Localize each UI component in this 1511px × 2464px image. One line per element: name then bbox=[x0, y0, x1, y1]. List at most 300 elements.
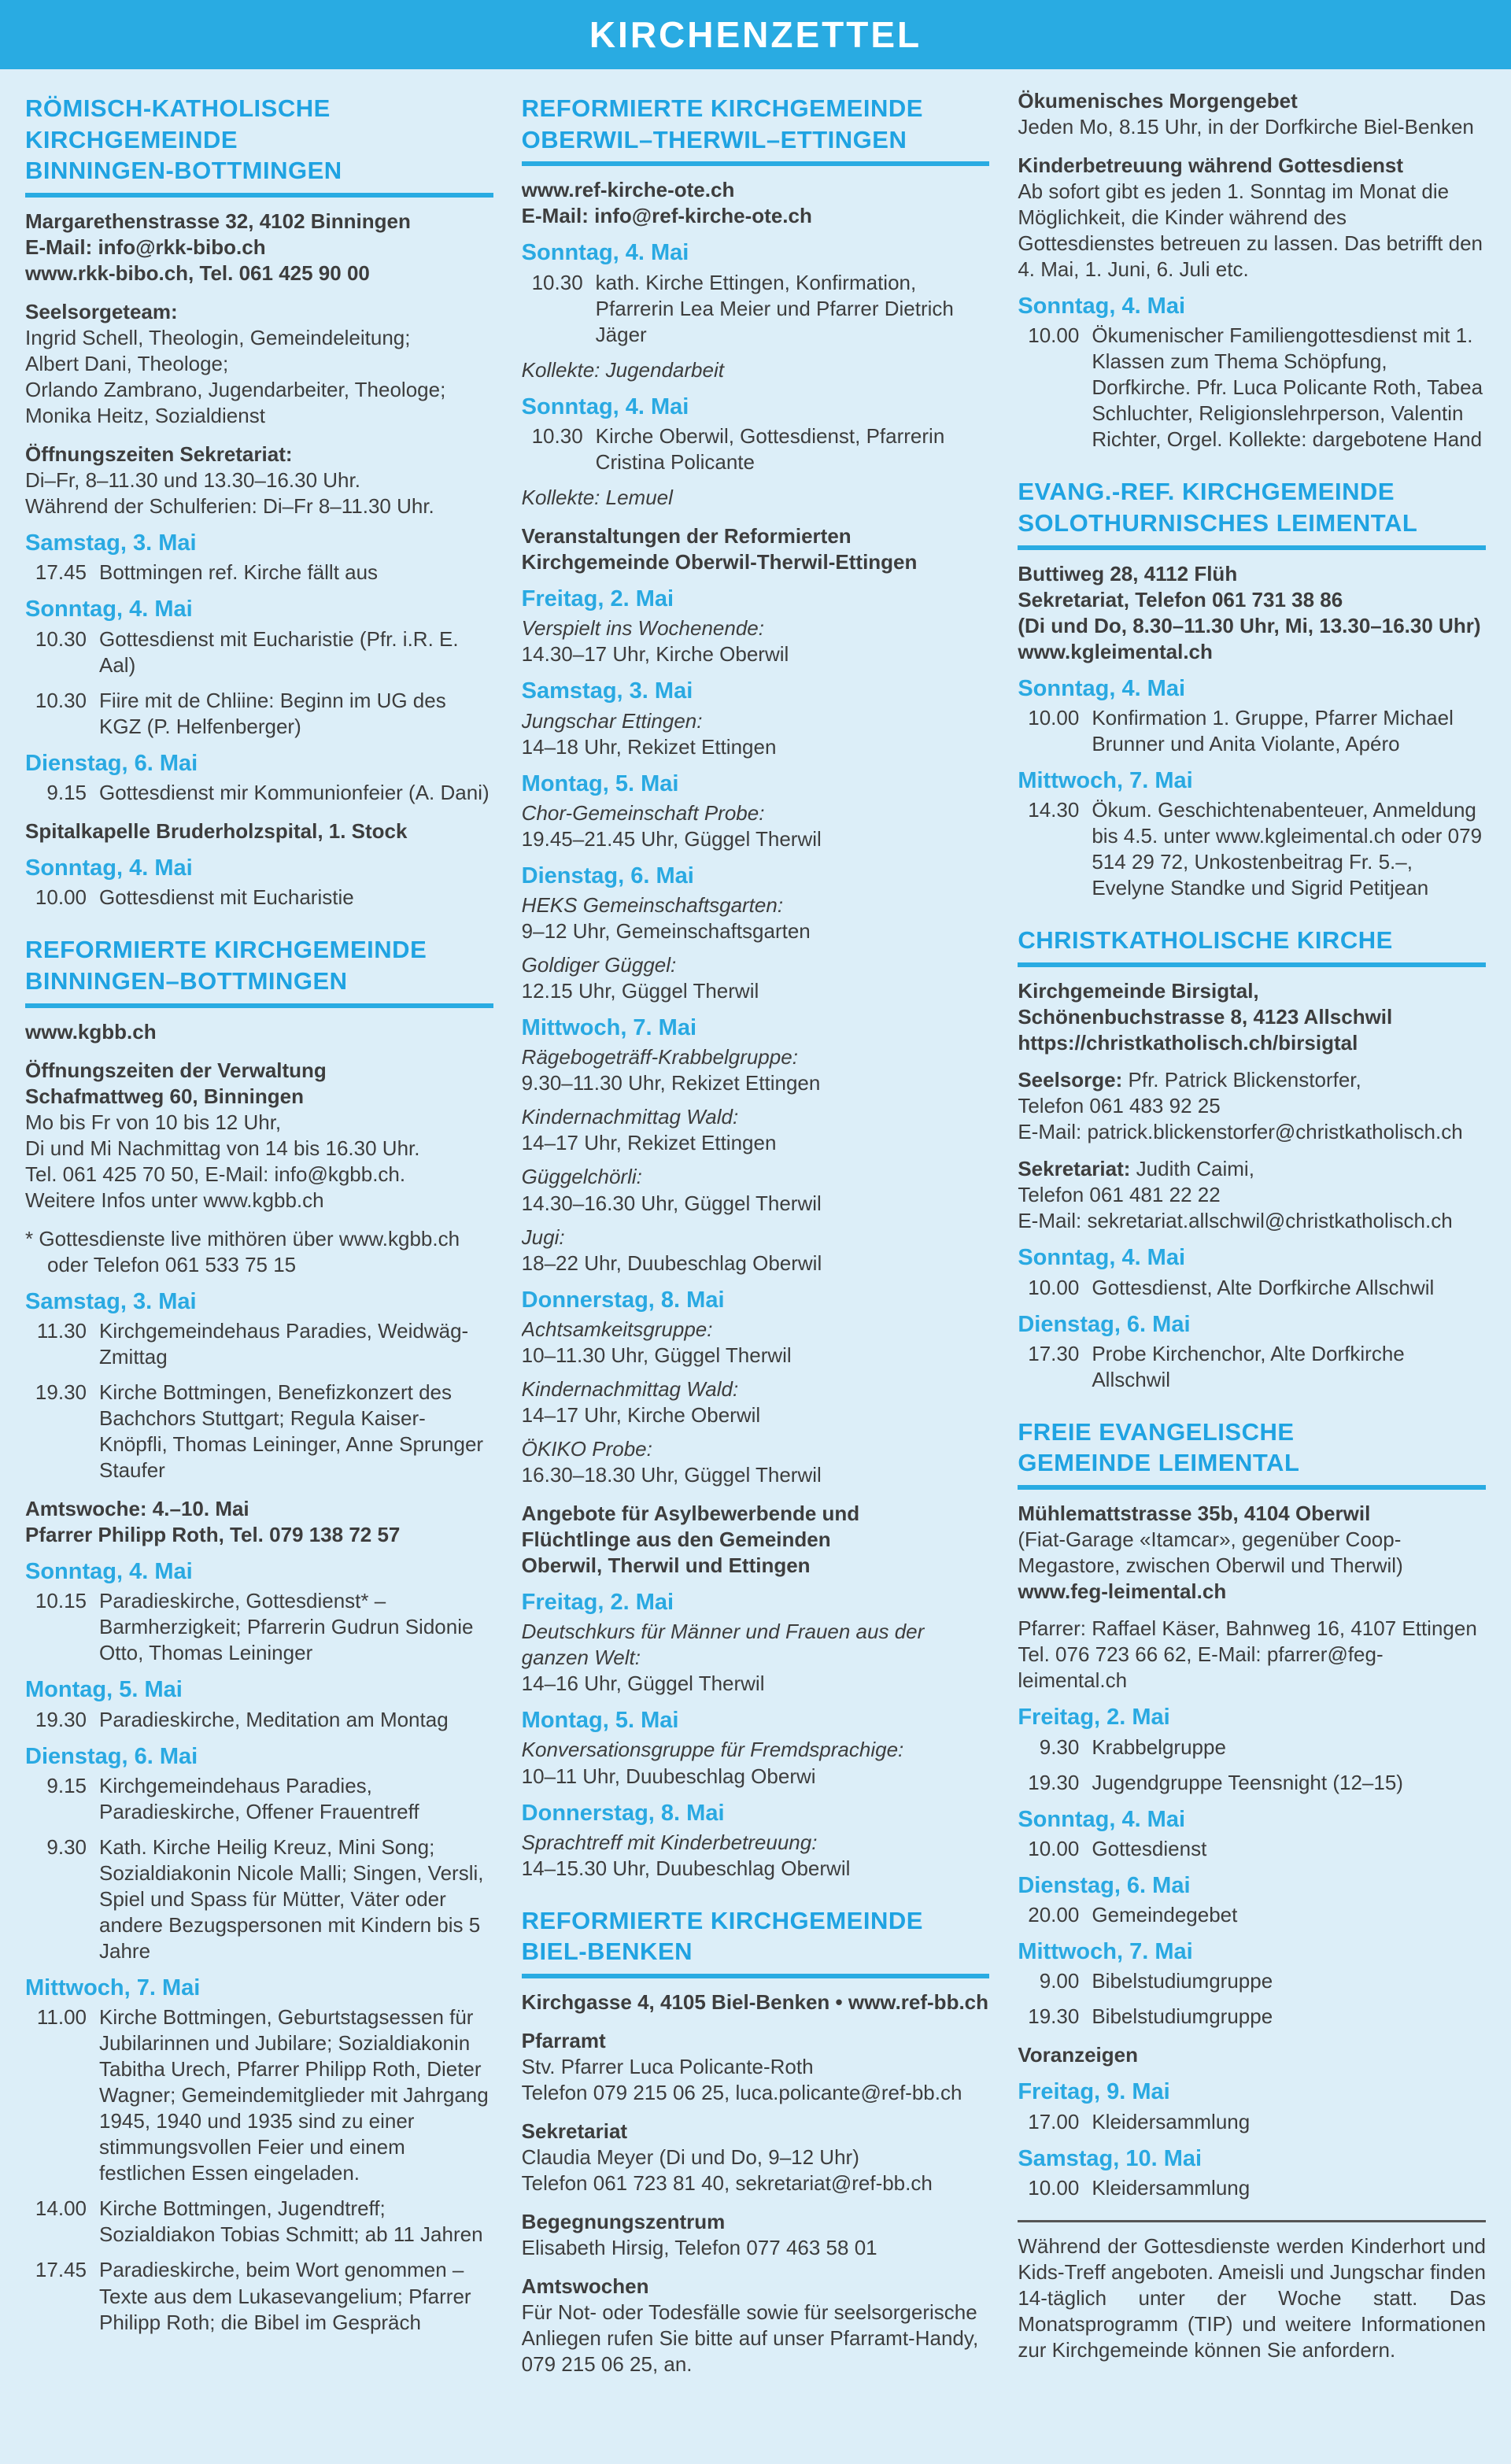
text-line: Telefon 061 481 22 22 bbox=[1018, 1183, 1221, 1207]
text-line: Tel. 061 425 70 50, E-Mail: info@kgbb.ch. bbox=[25, 1162, 406, 1186]
day-heading: Sonntag, 4. Mai bbox=[521, 393, 689, 419]
section-underline-rule bbox=[522, 161, 990, 166]
program-time-place: 19.45–21.45 Uhr, Güggel Therwil bbox=[521, 826, 822, 851]
collection-line: Kollekte: Lemuel bbox=[521, 485, 673, 509]
event-time: 10.30 bbox=[531, 423, 583, 448]
program-time-place: 14.30–17 Uhr, Kirche Oberwil bbox=[521, 642, 789, 667]
program-label: Goldiger Güggel: bbox=[521, 953, 677, 977]
event-text: Kleidersammlung bbox=[1092, 2109, 1251, 2133]
bold-text-block bbox=[522, 1989, 990, 2015]
bold-line: Oberwil, Therwil und Ettingen bbox=[521, 1553, 811, 1577]
bold-line: (Di und Do, 8.30–11.30 Uhr, Mi, 13.30–16.30 Uhr) bbox=[1018, 613, 1481, 637]
event-text: Paradieskirche, Meditation am Montag bbox=[99, 1707, 449, 1731]
church-title-line: SOLOTHURNISCHES LEIMENTAL bbox=[1018, 509, 1418, 537]
day-heading: Dienstag, 6. Mai bbox=[1018, 1872, 1191, 1898]
program-entry bbox=[522, 1436, 990, 1488]
program-entry bbox=[522, 952, 990, 1004]
church-title-line: CHRISTKATHOLISCHE KIRCHE bbox=[1018, 926, 1393, 955]
bold-text-block bbox=[522, 2274, 990, 2300]
section-underline-rule bbox=[1018, 545, 1486, 550]
event-row bbox=[25, 626, 493, 678]
section-underline-rule bbox=[1018, 1485, 1486, 1490]
bold-line: Buttiweg 28, 4112 Flüh bbox=[1018, 561, 1238, 586]
day-heading: Montag, 5. Mai bbox=[521, 1708, 679, 1734]
divider-rule bbox=[1018, 2220, 1486, 2222]
event-row bbox=[25, 1707, 493, 1733]
bold-line: Flüchtlinge aus den Gemeinden bbox=[521, 1527, 831, 1551]
bold-line: Pfarramt bbox=[521, 2029, 606, 2053]
program-label: HEKS Gemeinschaftsgarten: bbox=[521, 893, 784, 918]
event-text: Kirchgemeindehaus Paradies, Weidwäg-Zmittag bbox=[99, 1319, 469, 1369]
text-line: E-Mail: sekretariat.allschwil@christkatholisch.ch bbox=[1018, 1209, 1453, 1233]
bold-text-block bbox=[522, 177, 990, 229]
event-row bbox=[1018, 1275, 1486, 1301]
bold-text-block bbox=[1018, 561, 1486, 665]
event-row bbox=[1018, 1902, 1486, 1928]
bold-line: www.ref-kirche-ote.ch bbox=[521, 178, 735, 202]
program-entry bbox=[522, 1225, 990, 1276]
bold-line: Kirchgemeinde Birsigtal, bbox=[1018, 979, 1259, 1003]
day-heading: Sonntag, 4. Mai bbox=[1018, 1806, 1186, 1832]
plain-text-block bbox=[522, 2144, 990, 2196]
event-time: 10.30 bbox=[35, 626, 87, 651]
bold-text-block bbox=[1018, 1579, 1486, 1605]
program-time-place: 14.30–16.30 Uhr, Güggel Therwil bbox=[521, 1191, 822, 1215]
text-line: Ab sofort gibt es jeden 1. Sonntag im Monat die Möglichkeit, die Kinder während des Gottesdienstes betreuen zu lassen. Das betrifft den 4. Mai, 1. Juni, 6. Juli etc. bbox=[1018, 179, 1483, 282]
bold-line: Seelsorgeteam: bbox=[25, 300, 178, 324]
program-time-place: 14–18 Uhr, Rekizet Ettingen bbox=[521, 734, 777, 759]
day-heading: Samstag, 10. Mai bbox=[1018, 2145, 1203, 2171]
program-time-place: 16.30–18.30 Uhr, Güggel Therwil bbox=[521, 1462, 822, 1487]
event-text: Gottesdienst mit Eucharistie bbox=[99, 885, 354, 910]
event-text: Kirchgemeindehaus Paradies, Paradieskirche, Offener Frauentreff bbox=[99, 1773, 419, 1823]
page-header-bar bbox=[0, 0, 1511, 69]
column-2 bbox=[522, 88, 990, 2377]
plain-text-block bbox=[522, 2054, 990, 2106]
plain-text-block bbox=[1018, 179, 1486, 283]
event-time: 14.30 bbox=[1028, 798, 1080, 822]
program-entry bbox=[522, 1830, 990, 1882]
program-label: Jugi: bbox=[521, 1225, 565, 1249]
day-heading: Mittwoch, 7. Mai bbox=[1018, 768, 1193, 794]
section-underline-rule bbox=[522, 1974, 990, 1978]
bold-text-block bbox=[1018, 88, 1486, 114]
text-line: Für Not- oder Todesfälle sowie für seelsorgerische Anliegen rufen Sie bitte auf unser Pfarramt-Handy, 079 215 06 25, an. bbox=[521, 2300, 979, 2377]
event-time: 10.00 bbox=[1028, 2175, 1080, 2200]
event-text: Kath. Kirche Heilig Kreuz, Mini Song; Sozialdiakonin Nicole Malli; Singen, Versli, Spiel und Spass für Mütter, Väter oder andere Bezugspersonen mit Kindern bis 5 Jahre bbox=[99, 1835, 484, 1963]
program-label: Kindernachmittag Wald: bbox=[521, 1376, 739, 1401]
bold-text-block bbox=[522, 2119, 990, 2144]
event-time: 17.30 bbox=[1028, 1341, 1080, 1365]
church-section-title bbox=[25, 934, 493, 1007]
day-heading: Samstag, 3. Mai bbox=[25, 1288, 197, 1314]
text-line: Di–Fr, 8–11.30 und 13.30–16.30 Uhr. bbox=[25, 468, 360, 493]
event-time: 10.30 bbox=[531, 270, 583, 294]
church-section-title bbox=[1018, 476, 1486, 549]
collection-line: Kollekte: Jugendarbeit bbox=[521, 357, 724, 382]
program-entry bbox=[522, 1737, 990, 1789]
program-label: ÖKIKO Probe: bbox=[521, 1436, 652, 1461]
event-row bbox=[522, 423, 990, 475]
event-time: 11.30 bbox=[36, 1319, 87, 1343]
bold-line: Amtswoche: 4.–10. Mai bbox=[25, 1497, 249, 1521]
event-time: 19.30 bbox=[1028, 2004, 1080, 2029]
text-line: E-Mail: patrick.blickenstorfer@christkatholisch.ch bbox=[1018, 1120, 1463, 1144]
day-heading: Dienstag, 6. Mai bbox=[521, 863, 694, 888]
program-entry bbox=[522, 1104, 990, 1156]
day-heading: Donnerstag, 8. Mai bbox=[521, 1287, 725, 1313]
event-text: Bibelstudiumgruppe bbox=[1092, 1969, 1273, 1993]
column-1 bbox=[25, 88, 493, 2345]
day-heading: Dienstag, 6. Mai bbox=[1018, 1311, 1191, 1337]
event-row bbox=[1018, 705, 1486, 757]
bold-line: Sekretariat bbox=[521, 2119, 628, 2144]
program-label: Verspielt ins Wochenende: bbox=[521, 616, 764, 641]
event-row bbox=[25, 1773, 493, 1825]
day-heading: Sonntag, 4. Mai bbox=[25, 1559, 193, 1585]
page-title: KIRCHENZETTEL bbox=[589, 14, 922, 55]
event-time: 17.45 bbox=[35, 2258, 87, 2282]
bold-line: Pfarrer Philipp Roth, Tel. 079 138 72 57 bbox=[25, 1523, 401, 1547]
contact-block bbox=[1018, 1067, 1486, 1145]
day-heading: Samstag, 3. Mai bbox=[25, 530, 197, 556]
day-heading: Freitag, 2. Mai bbox=[521, 1589, 674, 1615]
bold-line: Angebote für Asylbewerbende und bbox=[521, 1501, 860, 1525]
event-row bbox=[25, 780, 493, 806]
text-line: Mo bis Fr von 10 bis 12 Uhr, bbox=[25, 1110, 282, 1134]
collection-note bbox=[522, 485, 990, 511]
day-heading: Sonntag, 4. Mai bbox=[1018, 1245, 1186, 1271]
event-row bbox=[1018, 2109, 1486, 2135]
program-label: Kindernachmittag Wald: bbox=[521, 1105, 739, 1129]
event-row bbox=[1018, 1734, 1486, 1760]
day-heading: Freitag, 9. Mai bbox=[1018, 2079, 1170, 2105]
church-title-line: GEMEINDE LEIMENTAL bbox=[1018, 1449, 1300, 1477]
text-line: Weitere Infos unter www.kgbb.ch bbox=[25, 1188, 324, 1212]
event-text: Paradieskirche, beim Wort genommen – Texte aus dem Lukasevangelium; Pfarrer Philipp Roth; die Bibel im Gespräch bbox=[99, 2258, 471, 2334]
event-time: 10.00 bbox=[1028, 1275, 1080, 1299]
day-heading: Mittwoch, 7. Mai bbox=[1018, 1939, 1193, 1965]
church-section-title bbox=[522, 1905, 990, 1978]
contact-first-line: Seelsorge: Pfr. Patrick Blickenstorfer, bbox=[1018, 1068, 1361, 1092]
event-text: Bibelstudiumgruppe bbox=[1092, 2004, 1273, 2029]
event-time: 10.00 bbox=[1028, 706, 1080, 730]
bold-line: www.kgleimental.ch bbox=[1018, 639, 1213, 663]
church-title-line: OBERWIL–THERWIL–ETTINGEN bbox=[521, 125, 907, 153]
plain-text-block bbox=[1018, 114, 1486, 140]
event-time: 11.00 bbox=[36, 2005, 87, 2030]
event-text: Bottmingen ref. Kirche fällt aus bbox=[99, 560, 379, 585]
church-title-line: REFORMIERTE KIRCHGEMEINDE bbox=[521, 1906, 923, 1934]
plain-text-block bbox=[25, 325, 493, 429]
day-heading: Dienstag, 6. Mai bbox=[25, 750, 198, 776]
event-text: Kirche Bottmingen, Geburtstagsessen für Jubilarinnen und Jubilare; Sozialdiakonin Tabitha Urech, Pfarrer Philipp Roth, Dieter Wagner; Gemeindemitglieder mit Jahrgang 1945, 1940 und 1935 sind zu einer stimmungsvollen Feier und einem festlichen Essen eingeladen. bbox=[99, 2005, 489, 2185]
event-text: Krabbelgruppe bbox=[1092, 1734, 1226, 1759]
closing-note: Während der Gottesdienste werden Kinderhort und Kids-Treff angeboten. Ameisli und Jungschar finden 14-täglich unter der Woche statt. Das Monatsprogramm (TIP) und weitere Informationen zur Kirchgemeinde können Sie anfordern. bbox=[1018, 2233, 1487, 2362]
section-underline-rule bbox=[25, 193, 493, 198]
program-time-place: 14–15.30 Uhr, Duubeschlag Oberwil bbox=[521, 1856, 851, 1880]
bold-line: Amtswochen bbox=[521, 2274, 649, 2299]
column-3 bbox=[1018, 88, 1486, 2363]
contact-block bbox=[1018, 1156, 1486, 1234]
event-time: 14.00 bbox=[35, 2196, 87, 2221]
event-row bbox=[25, 1588, 493, 1666]
program-label: Konversationsgruppe für Fremdsprachige: bbox=[521, 1738, 904, 1762]
section-underline-rule bbox=[1018, 962, 1486, 967]
text-line: Während der Schulferien: Di–Fr 8–11.30 Uhr. bbox=[25, 494, 434, 519]
event-time: 10.30 bbox=[35, 688, 87, 712]
church-section-title bbox=[522, 93, 990, 166]
bold-line: Margarethenstrasse 32, 4102 Binningen bbox=[25, 209, 411, 234]
text-line: (Fiat-Garage «Itamcar», gegenüber Coop-Megastore, zwischen Oberwil und Therwil) bbox=[1018, 1528, 1403, 1578]
program-entry bbox=[522, 800, 990, 852]
day-heading: Freitag, 2. Mai bbox=[521, 586, 674, 612]
program-time-place: 9.30–11.30 Uhr, Rekizet Ettingen bbox=[521, 1071, 821, 1095]
event-row bbox=[25, 560, 493, 586]
day-heading: Montag, 5. Mai bbox=[521, 770, 679, 796]
plain-text-block bbox=[25, 1110, 493, 1214]
event-time: 9.30 bbox=[46, 1835, 87, 1860]
day-heading: Sonntag, 4. Mai bbox=[1018, 675, 1186, 701]
event-time: 9.15 bbox=[46, 1773, 87, 1797]
church-title-line: REFORMIERTE KIRCHGEMEINDE bbox=[521, 94, 923, 122]
event-text: Kirche Oberwil, Gottesdienst, Pfarrerin Cristina Policante bbox=[595, 423, 945, 474]
program-time-place: 10–11 Uhr, Duubeschlag Oberwi bbox=[521, 1764, 816, 1788]
bold-text-block bbox=[1018, 1501, 1486, 1527]
program-label: Güggelchörli: bbox=[521, 1165, 642, 1189]
text-line: Tel. 076 723 66 62, E-Mail: pfarrer@feg-leimental.ch bbox=[1018, 1642, 1384, 1693]
collection-note bbox=[522, 357, 990, 383]
program-label: Jungschar Ettingen: bbox=[521, 708, 703, 733]
event-row bbox=[25, 2196, 493, 2248]
bold-text-block bbox=[1018, 978, 1486, 1056]
day-heading: Samstag, 3. Mai bbox=[521, 678, 693, 704]
program-entry bbox=[522, 1619, 990, 1697]
plain-text-block bbox=[522, 2235, 990, 2261]
day-heading: Mittwoch, 7. Mai bbox=[521, 1015, 697, 1041]
event-time: 17.00 bbox=[1028, 2109, 1080, 2133]
bold-text-block bbox=[25, 818, 493, 844]
bold-line: https://christkatholisch.ch/birsigtal bbox=[1018, 1031, 1358, 1055]
text-line: Ingrid Schell, Theologin, Gemeindeleitung; bbox=[25, 326, 411, 350]
bold-line: Voranzeigen bbox=[1018, 2043, 1139, 2067]
bold-line: Kinderbetreuung während Gottesdienst bbox=[1018, 153, 1404, 178]
bold-line: Ökumenisches Morgengebet bbox=[1018, 89, 1298, 113]
event-row bbox=[522, 270, 990, 348]
program-label: Rägebogeträff-Krabbelgruppe: bbox=[521, 1045, 798, 1069]
event-text: Gottesdienst mit Eucharistie (Pfr. i.R. E. Aal) bbox=[99, 626, 459, 677]
day-heading: Donnerstag, 8. Mai bbox=[521, 1800, 725, 1826]
plain-text-block bbox=[1018, 1527, 1486, 1579]
event-row bbox=[25, 2257, 493, 2335]
columns-container bbox=[0, 69, 1511, 2377]
event-time: 10.00 bbox=[35, 885, 87, 910]
event-text: Konfirmation 1. Gruppe, Pfarrer Michael Brunner und Anita Violante, Apéro bbox=[1092, 706, 1454, 756]
event-row bbox=[25, 1834, 493, 1964]
bold-text-block bbox=[522, 1501, 990, 1579]
bold-text-block bbox=[522, 2028, 990, 2054]
program-entry bbox=[522, 708, 990, 760]
church-title-line: BIEL-BENKEN bbox=[521, 1938, 693, 1966]
event-row bbox=[1018, 1968, 1486, 1994]
event-text: Probe Kirchenchor, Alte Dorfkirche Allschwil bbox=[1092, 1341, 1405, 1391]
event-row bbox=[25, 1318, 493, 1370]
text-line: Telefon 061 483 92 25 bbox=[1018, 1094, 1221, 1118]
church-section-title bbox=[1018, 925, 1486, 967]
bold-line: Öffnungszeiten Sekretariat: bbox=[25, 442, 293, 467]
footnote: * Gottesdienste live mithören über www.kgbb.ch oder Telefon 061 533 75 15 bbox=[25, 1226, 460, 1276]
bold-line: Öffnungszeiten der Verwaltung bbox=[25, 1058, 327, 1082]
event-time: 19.30 bbox=[35, 1707, 87, 1731]
program-time-place: 18–22 Uhr, Duubeschlag Oberwil bbox=[521, 1250, 822, 1275]
event-text: Gottesdienst, Alte Dorfkirche Allschwil bbox=[1092, 1275, 1435, 1299]
bold-line: Mühlemattstrasse 35b, 4104 Oberwil bbox=[1018, 1502, 1371, 1526]
event-time: 10.15 bbox=[35, 1589, 87, 1613]
program-entry bbox=[522, 1317, 990, 1369]
program-time-place: 12.15 Uhr, Güggel Therwil bbox=[521, 979, 759, 1003]
bold-line: Spitalkapelle Bruderholzspital, 1. Stock bbox=[25, 819, 408, 844]
bold-line: Kirchgasse 4, 4105 Biel-Benken • www.ref-bb.ch bbox=[521, 1990, 989, 2015]
text-line: Di und Mi Nachmittag von 14 bis 16.30 Uhr. bbox=[25, 1136, 420, 1160]
event-text: Ökum. Geschichtenabenteuer, Anmeldung bis 4.5. unter www.kgleimental.ch oder 079 514 29 72, Unkostenbeitrag Fr. 5.–, Evelyne Standke und Sigrid Petitjean bbox=[1092, 798, 1483, 900]
event-text: Ökumenischer Familiengottesdienst mit 1. Klassen zum Thema Schöpfung, Dorfkirche. Pfr. Luca Policante Roth, Tabea Schluchter, Religionslehrperson, Valentin Richter, Orgel. Kollekte: dargebotene Hand bbox=[1092, 323, 1483, 452]
church-title-line: BINNINGEN-BOTTMINGEN bbox=[25, 157, 342, 185]
program-entry bbox=[522, 892, 990, 944]
bold-text-block bbox=[25, 299, 493, 325]
program-label: Sprachtreff mit Kinderbetreuung: bbox=[521, 1830, 818, 1854]
event-time: 19.30 bbox=[35, 1380, 87, 1405]
church-section-title bbox=[25, 93, 493, 198]
church-title-line: FREIE EVANGELISCHE bbox=[1018, 1417, 1295, 1446]
text-line: Stv. Pfarrer Luca Policante-Roth bbox=[521, 2055, 814, 2079]
program-time-place: 10–11.30 Uhr, Güggel Therwil bbox=[521, 1343, 792, 1367]
church-title-line: KIRCHGEMEINDE bbox=[25, 125, 238, 153]
program-time-place: 14–16 Uhr, Güggel Therwil bbox=[521, 1672, 765, 1696]
event-row bbox=[1018, 2175, 1486, 2201]
event-time: 10.00 bbox=[1028, 323, 1080, 348]
day-heading: Sonntag, 4. Mai bbox=[25, 855, 193, 881]
bold-line: Schafmattweg 60, Binningen bbox=[25, 1084, 304, 1108]
day-heading: Sonntag, 4. Mai bbox=[521, 240, 689, 266]
bold-text-block bbox=[522, 523, 990, 575]
bold-line: www.rkk-bibo.ch, Tel. 061 425 90 00 bbox=[25, 261, 370, 286]
church-section-title bbox=[1018, 1417, 1486, 1490]
event-text: Kirche Bottmingen, Benefizkonzert des Bachchors Stuttgart; Regula Kaiser-Knöpfli, Thomas Leininger, Anne Sprunger Staufer bbox=[99, 1380, 484, 1483]
bold-text-block bbox=[25, 441, 493, 467]
program-label: Deutschkurs für Männer und Frauen aus der ganzen Welt: bbox=[521, 1620, 925, 1670]
event-text: Gottesdienst mir Kommunionfeier (A. Dani) bbox=[99, 781, 490, 805]
event-row bbox=[25, 1380, 493, 1483]
day-heading: Dienstag, 6. Mai bbox=[25, 1743, 198, 1769]
program-time-place: 14–17 Uhr, Kirche Oberwil bbox=[521, 1402, 761, 1427]
day-heading: Montag, 5. Mai bbox=[25, 1677, 183, 1703]
bold-line: www.kgbb.ch bbox=[25, 1019, 157, 1044]
bold-line: E-Mail: info@rkk-bibo.ch bbox=[25, 235, 266, 260]
plain-text-block bbox=[522, 2300, 990, 2377]
plain-text-block bbox=[25, 467, 493, 519]
event-text: Paradieskirche, Gottesdienst* – Barmherzigkeit; Pfarrerin Gudrun Sidonie Otto, Thomas Leininger bbox=[99, 1589, 474, 1665]
program-label: Achtsamkeitsgruppe: bbox=[521, 1317, 713, 1341]
event-text: Gottesdienst bbox=[1092, 1836, 1207, 1860]
program-label: Chor-Gemeinschaft Probe: bbox=[521, 800, 765, 825]
program-time-place: 14–17 Uhr, Rekizet Ettingen bbox=[521, 1131, 777, 1155]
event-row bbox=[1018, 797, 1486, 901]
bold-text-block bbox=[522, 2209, 990, 2235]
bold-line: Begegnungszentrum bbox=[521, 2210, 726, 2234]
event-time: 19.30 bbox=[1028, 1770, 1080, 1794]
bold-line: Kirchgemeinde Oberwil-Therwil-Ettingen bbox=[521, 550, 918, 574]
church-title-line: EVANG.-REF. KIRCHGEMEINDE bbox=[1018, 478, 1395, 506]
bold-line: Veranstaltungen der Reformierten bbox=[521, 523, 852, 548]
day-heading: Sonntag, 4. Mai bbox=[25, 597, 193, 622]
text-line: Telefon 079 215 06 25, luca.policante@ref-bb.ch bbox=[521, 2081, 962, 2105]
event-time: 9.30 bbox=[1039, 1734, 1080, 1759]
bold-text-block bbox=[1018, 153, 1486, 179]
event-row bbox=[25, 2004, 493, 2186]
text-line: Jeden Mo, 8.15 Uhr, in der Dorfkirche Biel-Benken bbox=[1018, 115, 1474, 139]
event-row bbox=[1018, 1836, 1486, 1862]
program-entry bbox=[522, 615, 990, 667]
day-heading: Mittwoch, 7. Mai bbox=[25, 1975, 201, 2001]
event-row bbox=[1018, 2004, 1486, 2030]
bold-line: Schönenbuchstrasse 8, 4123 Allschwil bbox=[1018, 1005, 1393, 1029]
bold-line: Sekretariat, Telefon 061 731 38 86 bbox=[1018, 587, 1343, 611]
event-row bbox=[1018, 323, 1486, 453]
bold-line: E-Mail: info@ref-kirche-ote.ch bbox=[521, 204, 812, 228]
bold-line: www.feg-leimental.ch bbox=[1018, 1579, 1227, 1604]
contact-first-line: Sekretariat: Judith Caimi, bbox=[1018, 1157, 1254, 1181]
event-time: 10.00 bbox=[1028, 1836, 1080, 1860]
event-row bbox=[25, 688, 493, 740]
text-line: Monika Heitz, Sozialdienst bbox=[25, 404, 265, 428]
text-line: Pfarrer: Raffael Käser, Bahnweg 16, 4107 Ettingen bbox=[1018, 1616, 1477, 1641]
event-text: Jugendgruppe Teensnight (12–15) bbox=[1092, 1770, 1403, 1794]
event-time: 20.00 bbox=[1028, 1903, 1080, 1927]
program-entry bbox=[522, 1044, 990, 1096]
event-time: 9.00 bbox=[1039, 1969, 1080, 1993]
bold-text-block bbox=[25, 209, 493, 286]
program-entry bbox=[522, 1376, 990, 1428]
event-time: 17.45 bbox=[35, 560, 87, 585]
bold-text-block bbox=[1018, 2042, 1486, 2068]
bold-text-block bbox=[25, 1058, 493, 1110]
event-row bbox=[1018, 1341, 1486, 1393]
text-line: Albert Dani, Theologe; bbox=[25, 352, 229, 376]
event-text: kath. Kirche Ettingen, Konfirmation, Pfarrerin Lea Meier und Pfarrer Dietrich Jäger bbox=[595, 270, 954, 346]
day-heading: Sonntag, 4. Mai bbox=[1018, 294, 1186, 320]
program-entry bbox=[522, 1164, 990, 1216]
bold-text-block bbox=[25, 1019, 493, 1045]
text-line: Claudia Meyer (Di und Do, 9–12 Uhr) bbox=[521, 2145, 859, 2170]
event-text: Kleidersammlung bbox=[1092, 2175, 1251, 2200]
event-text: Gemeindegebet bbox=[1092, 1903, 1238, 1927]
event-text: Fiire mit de Chliine: Beginn im UG des KGZ (P. Helfenberger) bbox=[99, 688, 446, 738]
contact-label: Seelsorge: bbox=[1018, 1068, 1123, 1092]
church-title-line: BINNINGEN–BOTTMINGEN bbox=[25, 966, 348, 995]
event-text: Kirche Bottmingen, Jugendtreff; Sozialdiakon Tobias Schmitt; ab 11 Jahren bbox=[99, 2196, 483, 2247]
day-heading: Freitag, 2. Mai bbox=[1018, 1705, 1170, 1731]
church-title-line: RÖMISCH-KATHOLISCHE bbox=[25, 94, 331, 122]
bold-text-block bbox=[25, 1496, 493, 1548]
church-title-line: REFORMIERTE KIRCHGEMEINDE bbox=[25, 936, 427, 964]
event-time: 9.15 bbox=[46, 781, 87, 805]
plain-text-block bbox=[1018, 1616, 1486, 1694]
text-line: Telefon 061 723 81 40, sekretariat@ref-bb.ch bbox=[521, 2171, 933, 2196]
section-underline-rule bbox=[25, 1003, 493, 1008]
contact-label: Sekretariat: bbox=[1018, 1157, 1131, 1181]
event-row bbox=[1018, 1770, 1486, 1796]
text-line: Elisabeth Hirsig, Telefon 077 463 58 01 bbox=[521, 2236, 877, 2260]
